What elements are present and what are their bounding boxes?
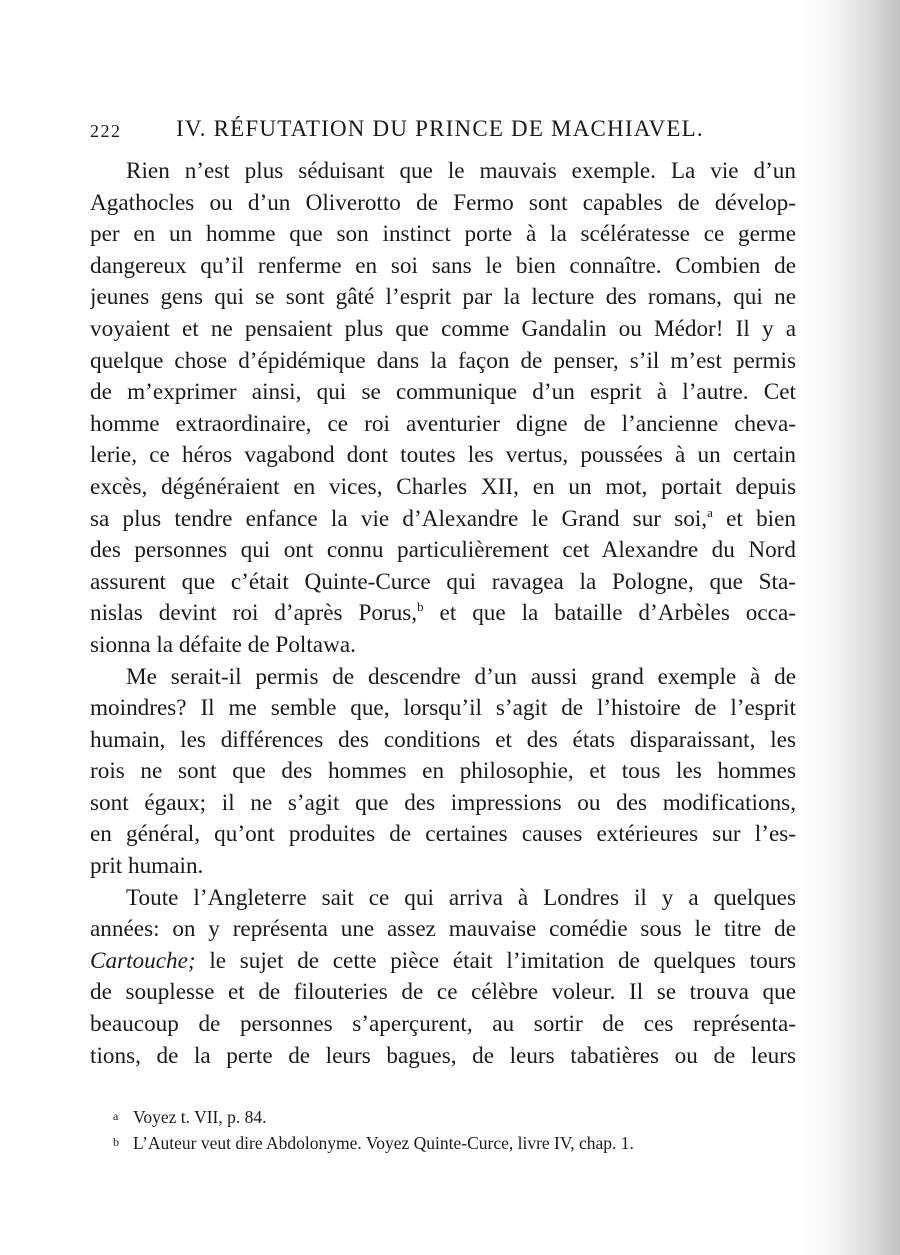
- text-line: Toute l’Angleterre sait ce qui arriva à Londres il y a quelques: [126, 884, 796, 911]
- text-segment: le sujet de cette pièce était l’imitation de quelques tours: [209, 947, 796, 974]
- text-line: quelque chose d’épidémique dans la façon de penser, s’il m’est permis: [90, 347, 796, 374]
- footnotes: [113, 1103, 753, 1155]
- text-line: de m’exprimer ainsi, qui se communique d’un esprit à l’autre. Cet: [90, 379, 796, 406]
- text-line: beaucoup de personnes s’aperçurent, au sortir de ces représenta-: [90, 1011, 796, 1038]
- body-text: [90, 156, 796, 1072]
- text-line: homme extraordinaire, ce roi aventurier digne de l’ancienne cheva-: [90, 410, 796, 437]
- footnote-b: [113, 1129, 753, 1155]
- text-line: sont égaux; il ne s’agit que des impressions ou des modifications,: [90, 789, 796, 816]
- text-line: per en un homme que son instinct porte à la scélératesse ce germe: [90, 221, 796, 248]
- text-line: Me serait-il permis de descendre d’un aussi grand exemple à de: [126, 663, 796, 690]
- running-title: IV. RÉFUTATION DU PRINCE DE MACHIAVEL.: [176, 116, 704, 141]
- footnote-ref-b[interactable]: b: [417, 599, 424, 615]
- text-line: prit humain.: [90, 853, 204, 880]
- footnote-ref-a[interactable]: a: [707, 504, 713, 520]
- text-line: assurent que c’était Quinte-Curce qui ravagea la Pologne, que Sta-: [90, 568, 796, 595]
- text-line: rois ne sont que des hommes en philosophie, et tous les hommes: [90, 758, 796, 785]
- page-number: 222: [90, 121, 122, 141]
- text-segment: et bien: [712, 505, 796, 532]
- footnote-text: L’Auteur veut dire Abdolonyme. Voyez Quinte-Curce, livre IV, chap. 1.: [133, 1133, 634, 1153]
- text-segment: nislas devint roi d’après Porus,: [90, 600, 418, 627]
- footnote-mark: b: [113, 1135, 119, 1149]
- text-line: excès, dégénéraient en vices, Charles XII, en un mot, portait depuis: [90, 473, 796, 500]
- text-line: dangereux qu’il renferme en soi sans le bien connaître. Combien de: [90, 252, 796, 279]
- text-line: des personnes qui ont connu particulièrement cet Alexandre du Nord: [90, 537, 796, 564]
- text-line: voyaient et ne pensaient plus que comme Gandalin ou Médor! Il y a: [90, 315, 796, 342]
- footnote-mark: a: [113, 1109, 119, 1123]
- text-line: en général, qu’ont produites de certaines causes extérieures sur l’es-: [90, 821, 796, 848]
- text-line-with-italic-title: [90, 946, 796, 978]
- text-line-with-footnote-b: [90, 598, 796, 630]
- italic-title: Cartouche;: [90, 947, 196, 974]
- text-line: Rien n’est plus séduisant que le mauvais exemple. La vie d’un: [126, 158, 796, 184]
- text-line-with-footnote-a: [90, 504, 796, 536]
- text-segment: sa plus tendre enfance la vie d’Alexandre le Grand sur soi,: [90, 505, 708, 532]
- text-line: années: on y représenta une assez mauvaise comédie sous le titre de: [90, 916, 796, 943]
- text-line: de souplesse et de filouteries de ce célèbre voleur. Il se trouva que: [90, 979, 796, 1006]
- footnote-a: [113, 1103, 753, 1129]
- text-line: Agathocles ou d’un Oliverotto de Fermo sont capables de dévelop-: [90, 189, 796, 216]
- text-line: sionna la défaite de Poltawa.: [90, 631, 356, 658]
- footnote-text: Voyez t. VII, p. 84.: [133, 1107, 267, 1127]
- text-line: moindres? Il me semble que, lorsqu’il s’agit de l’histoire de l’esprit: [90, 695, 796, 722]
- text-line: tions, de la perte de leurs bagues, de leurs tabatières ou de leurs: [90, 1042, 796, 1069]
- text-segment: et que la bataille d’Arbèles occa-: [423, 600, 796, 627]
- page-header: [90, 116, 730, 146]
- text-line: lerie, ce héros vagabond dont toutes les vertus, poussées à un certain: [90, 442, 796, 469]
- text-line: humain, les différences des conditions et des états disparaissant, les: [90, 726, 796, 753]
- text-line: jeunes gens qui se sont gâté l’esprit par la lecture des romans, qui ne: [90, 284, 796, 311]
